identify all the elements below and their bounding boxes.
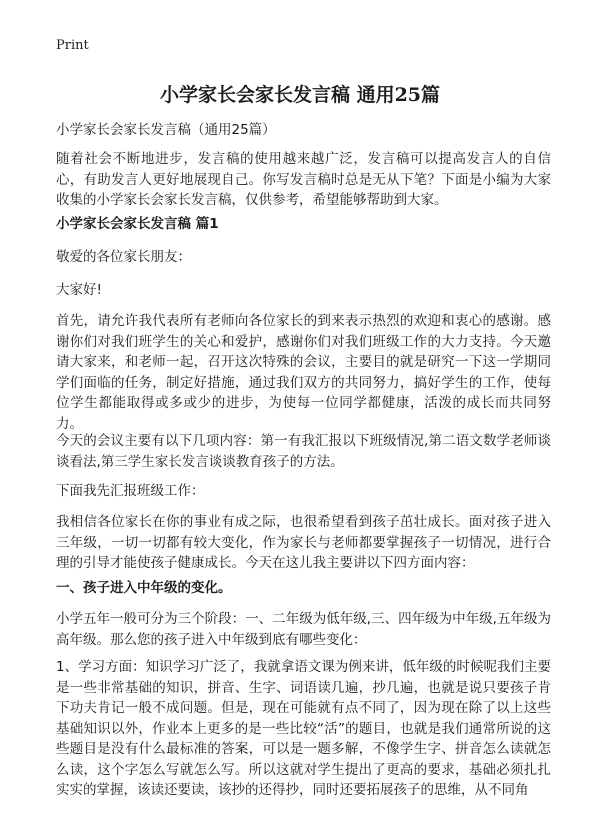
section-heading: 小学家长会家长发言稿 篇1 [56,216,219,232]
page-title: 小学家长会家长发言稿 通用25篇 [159,84,441,106]
intro-paragraph: 随着社会不断地进步，发言稿的使用越来越广泛，发言稿可以提高发言人的自信心，有助发言人更好地展现自己。你写发言稿时总是无从下笔？下面是小编为大家收集的小学家长会家长发言稿，仅供参考，希望能够帮助到大家。 [56,151,551,208]
heading-1: 一、孩子进入中年级的变化。 [56,580,232,596]
document-subtitle: 小学家长会家长发言稿（通用25篇） [56,122,276,138]
paragraph-4: 我相信各位家长在你的事业有成之际，也很希望看到孩子茁壮成长。面对孩子进入三年级，一切一切都有较大变化，作为家长与老师都要掌握孩子一切情况，进行合理的引导才能使孩子健康成长。今天在这儿我主要讲以下四方面内容： [56,514,551,571]
greeting: 敬爱的各位家长朋友： [56,249,191,265]
paragraph-2: 今天的会议主要有以下几项内容：第一有我汇报以下班级情况,第二语文数学老师谈谈看法,第三学生家长发言谈谈教育孩子的方法。 [56,433,551,470]
print-label: Print [56,38,89,53]
paragraph-5: 小学五年一般可分为三个阶段：一、二年级为低年级,三、四年级为中年级,五年级为高年级。那么您的孩子进入中年级到底有哪些变化： [56,611,551,648]
salutation: 大家好! [56,282,102,298]
paragraph-3: 下面我先汇报班级工作： [56,483,205,499]
paragraph-1: 首先，请允许我代表所有老师向各位家长的到来表示热烈的欢迎和衷心的感谢。感谢你们对我们班学生的关心和爱护，感谢你们对我们班级工作的大力支持。今天邀请大家来，和老师一起，召开这次特殊的会议，主要目的就是研究一下这一学期同学们面临的任务，制定好措施，通过我们双方的共同努力，搞好学生的工作，使每位学生都能取得或多或少的进步，为使每一位同学都健康，活泼的成长而共同努力。 [56,313,551,432]
paragraph-6: 1、学习方面：知识学习广泛了，我就拿语文课为例来讲，低年级的时候呢我们主要是一些非常基础的知识，拼音、生字、词语读几遍，抄几遍，也就是说只要孩子肯下功夫肯记一般不成问题。但是，现在可能就有点不同了，因为现在除了以上这些基础知识以外，作业本上更多的是一些比较“活”的题目，也就是我们通常所说的这些题目是没有什么最标准的答案，可以是一题多解，不像学生字、拼音怎么读就怎么读，这个字怎么写就怎么写。所以这就对学生提出了更高的要求，基础必须扎扎实实的掌握，该读还要读，该抄的还得抄，同时还要拓展孩子的思维，从不同角 [56,659,551,798]
